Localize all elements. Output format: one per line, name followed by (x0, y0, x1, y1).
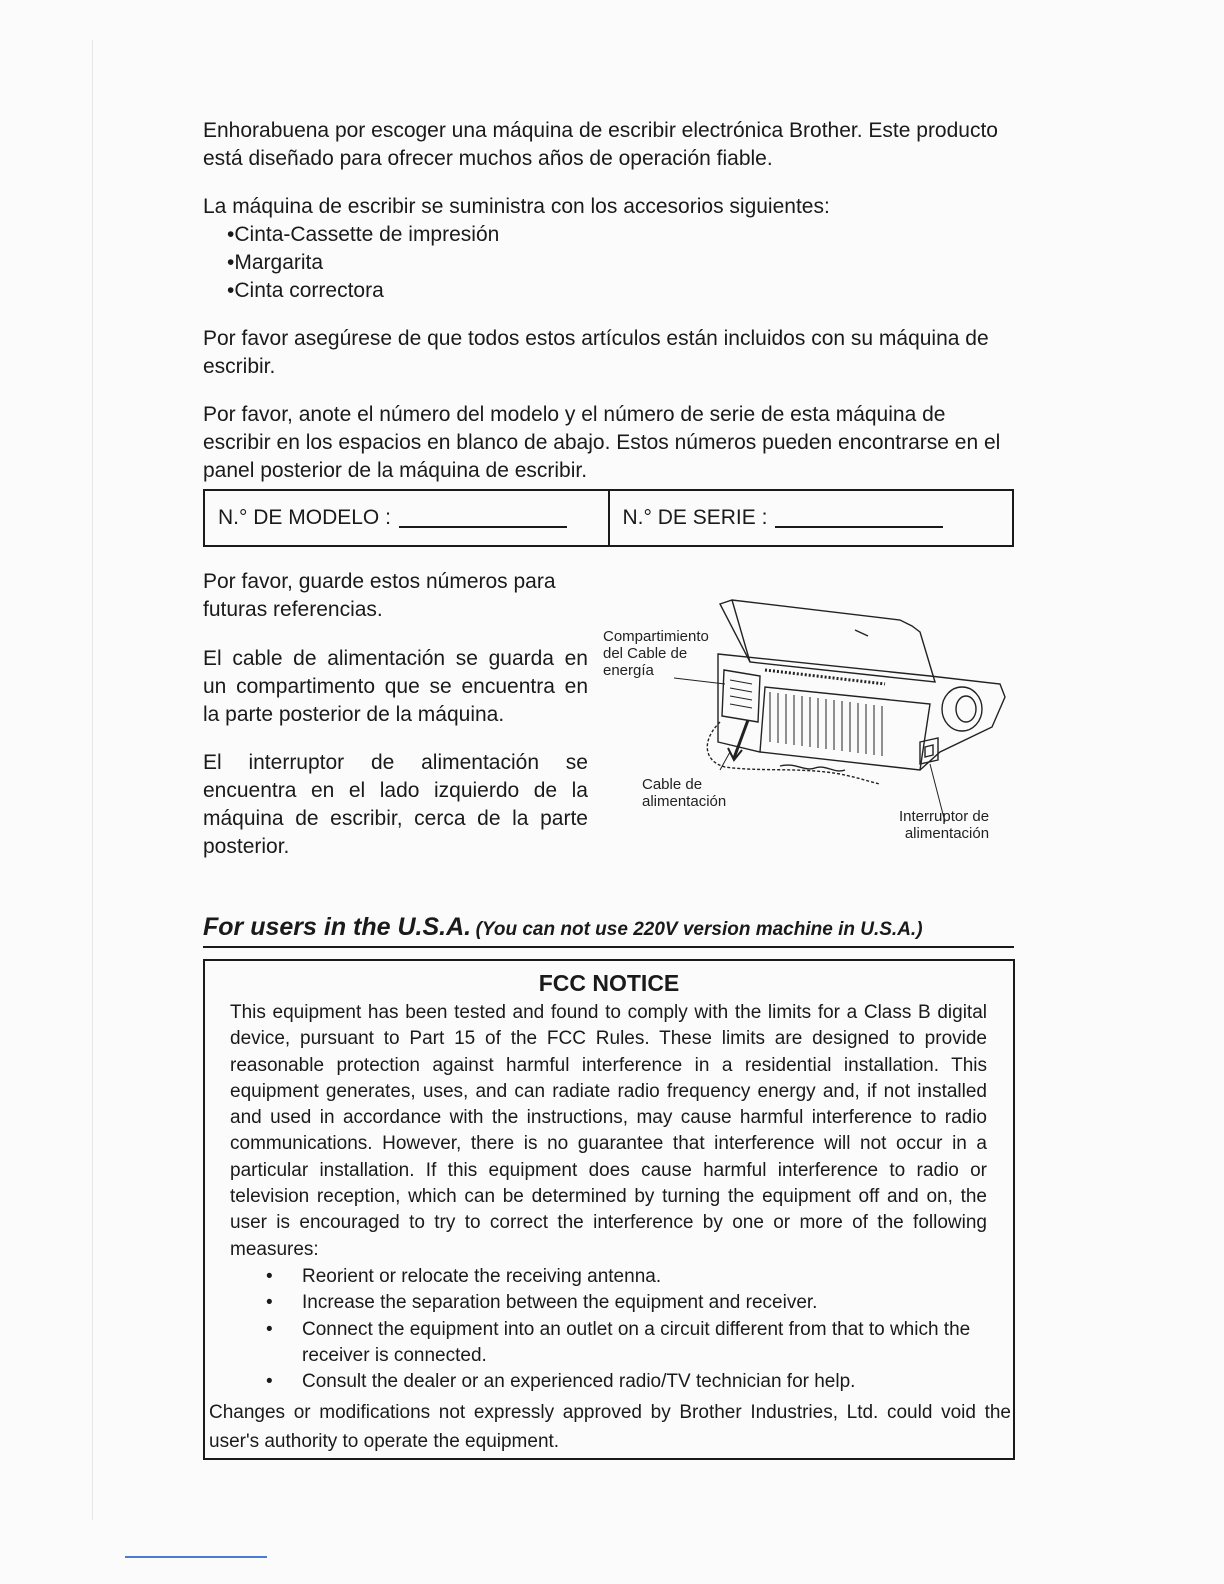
list-item: • Connect the equipment into an outlet on a circuit different from that to which the receiver is connected. (262, 1317, 982, 1370)
model-number-blank (399, 508, 567, 528)
keep-numbers-paragraph: Por favor, guarde estos números para futuras referencias. (203, 570, 556, 621)
caption-line: del Cable de (603, 645, 688, 662)
switch-caption (899, 808, 989, 842)
fcc-notice-body: This equipment has been tested and found to comply with the limits for a Class B digital device, pursuant to Part 15 of the FCC Rules. These limits are designed to provide reasonable protection against harmful interference in a residential installation. This equipment generates, uses, and can radiate radio frequency energy and, if not installed and used in accordance with the instructions, may cause harmful interference to radio communications. However, there is no guarantee that interference will not occur in a particular installation. If this equipment does cause harmful interference to radio or television reception, which can be determined by turning the equipment off and on, the user is encouraged to try to correct the interference by one or more of the following measures: (230, 1002, 987, 1260)
usa-heading-main: For users in the U.S.A. (203, 913, 472, 941)
list-item: • Cinta-Cassette de impresión (227, 221, 499, 249)
caption-line: alimentación (904, 825, 990, 842)
serial-number-cell (608, 491, 1013, 545)
serial-number-label: N.° DE SERIE : (622, 506, 768, 529)
fcc-notice-footer: Changes or modifications not expressly approved by Brother Industries, Ltd. could void the user's authority to operate the equipment. (209, 1402, 1011, 1452)
caption-line: energía (603, 662, 654, 679)
note-paragraph: Por favor, anote el número del modelo y el número de serie de esta máquina de escribir en los espacios en blanco de abajo. Estos números pueden encontrarse en el panel posterior de la máquina de escribir. (203, 403, 1001, 482)
power-switch-paragraph: El interruptor de alimentación se encuentra en el lado izquierdo de la máquina de escribir, cerca de la parte posterior. (203, 751, 588, 858)
usa-heading (203, 913, 1023, 942)
cable-caption (642, 776, 726, 810)
usa-heading-note: (You can not use 220V version machine in U.S.A.) (475, 919, 923, 940)
intro-paragraph: Enhorabuena por escoger una máquina de escribir electrónica Brother. Este producto está diseñado para ofrecer muchos años de operación fiable. (203, 119, 998, 170)
caption-line: Interruptor de (899, 808, 990, 825)
list-item: • Reorient or relocate the receiving antenna. (262, 1264, 982, 1290)
list-item: • Margarita (227, 249, 499, 277)
cable-storage-paragraph: El cable de alimentación se guarda en un compartimento que se encuentra en la parte posterior de la máquina. (203, 647, 588, 726)
heading-rule (203, 946, 1014, 948)
model-number-label: N.° DE MODELO : (218, 506, 391, 529)
scan-margin-line (92, 40, 93, 1520)
caption-line: Compartimiento (603, 628, 709, 645)
caption-line: alimentación (642, 793, 727, 810)
model-number-cell (205, 491, 608, 545)
compartment-caption (603, 628, 709, 679)
check-paragraph: Por favor asegúrese de que todos estos artículos están incluidos con su máquina de escribir. (203, 327, 989, 378)
list-item: • Consult the dealer or an experienced radio/TV technician for help. (262, 1369, 982, 1395)
accessories-intro: La máquina de escribir se suministra con los accesorios siguientes: (203, 195, 830, 218)
caption-line: Cable de (642, 776, 703, 793)
fcc-notice-title: FCC NOTICE (538, 970, 680, 996)
list-item: • Increase the separation between the equipment and receiver. (262, 1290, 982, 1316)
bottom-accent-line (125, 1556, 267, 1558)
fcc-measures-list (262, 1264, 982, 1395)
accessories-list (227, 221, 499, 305)
number-record-box (203, 489, 1014, 547)
serial-number-blank (775, 508, 943, 528)
list-item: • Cinta correctora (227, 277, 499, 305)
